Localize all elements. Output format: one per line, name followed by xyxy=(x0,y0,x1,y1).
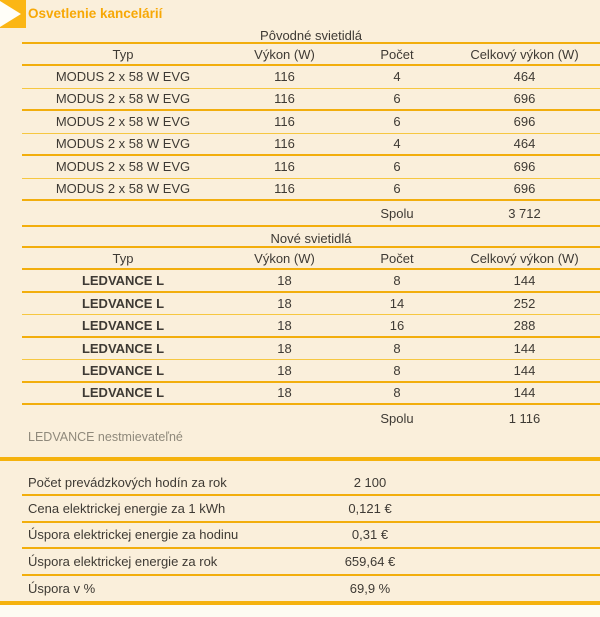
cell-celkovy-vykon: 144 xyxy=(513,340,536,356)
total-value: 1 116 xyxy=(508,410,541,426)
table-row xyxy=(22,156,600,179)
table-row xyxy=(22,270,600,293)
arrow-right-icon xyxy=(0,1,21,27)
table-row xyxy=(22,360,600,383)
cell-celkovy-vykon: 288 xyxy=(513,317,536,333)
cell-pocet: 6 xyxy=(393,114,401,130)
cell-typ: LEDVANCE L xyxy=(81,340,165,356)
total-label: Spolu xyxy=(380,205,414,221)
summary-label: Úspora v % xyxy=(28,581,96,597)
title-marker xyxy=(0,0,26,28)
column-header-pocet: Počet xyxy=(380,46,414,62)
page-title: Osvetlenie kancelárií xyxy=(28,6,163,21)
summary-value: 0,121 € xyxy=(348,501,392,517)
bottom-margin xyxy=(0,605,600,617)
cell-pocet: 8 xyxy=(393,385,401,401)
cell-pocet: 6 xyxy=(393,181,401,197)
table-caption: Pôvodné svietidlá xyxy=(22,28,600,44)
summary-label: Počet prevádzkových hodín za rok xyxy=(28,474,227,490)
cell-celkovy-vykon: 464 xyxy=(513,136,536,152)
cell-pocet: 16 xyxy=(389,317,405,333)
summary-row xyxy=(22,496,600,522)
cell-typ: MODUS 2 x 58 W EVG xyxy=(55,181,191,197)
savings-summary-table xyxy=(22,470,600,602)
cell-pocet: 8 xyxy=(393,362,401,378)
total-label: Spolu xyxy=(380,410,414,426)
cell-vykon: 116 xyxy=(274,69,295,85)
cell-typ: MODUS 2 x 58 W EVG xyxy=(55,69,191,85)
cell-vykon: 116 xyxy=(274,114,295,130)
table-row xyxy=(22,89,600,112)
cell-typ: MODUS 2 x 58 W EVG xyxy=(55,136,191,152)
table-header-row xyxy=(22,248,600,270)
table-row xyxy=(22,293,600,316)
footnote: LEDVANCE nestmievateľné xyxy=(28,430,183,444)
summary-value: 659,64 € xyxy=(344,553,396,569)
total-value: 3 712 xyxy=(508,205,541,221)
cell-vykon: 116 xyxy=(274,136,295,152)
summary-label: Úspora elektrickej energie za hodinu xyxy=(28,527,239,543)
summary-label: Úspora elektrickej energie za rok xyxy=(28,553,218,569)
summary-row xyxy=(22,576,600,602)
summary-row xyxy=(22,470,600,496)
cell-pocet: 8 xyxy=(393,272,401,288)
table-total-row xyxy=(22,201,600,227)
cell-vykon: 116 xyxy=(274,91,295,107)
column-header-vykon: Výkon (W) xyxy=(254,250,315,266)
cell-pocet: 4 xyxy=(393,136,401,152)
table-header-row xyxy=(22,44,600,66)
cell-typ: LEDVANCE L xyxy=(81,385,165,401)
cell-vykon: 18 xyxy=(277,317,292,333)
cell-typ: MODUS 2 x 58 W EVG xyxy=(55,159,191,175)
cell-pocet: 6 xyxy=(393,159,401,175)
summary-label: Cena elektrickej energie za 1 kWh xyxy=(28,501,226,517)
cell-pocet: 8 xyxy=(393,340,401,356)
divider-line-top xyxy=(0,457,600,461)
cell-typ: LEDVANCE L xyxy=(81,362,165,378)
column-header-celkovy-vykon: Celkový výkon (W) xyxy=(470,250,579,266)
cell-vykon: 18 xyxy=(277,340,292,356)
column-header-vykon: Výkon (W) xyxy=(254,46,315,62)
new-luminaires-table xyxy=(22,231,600,431)
table-caption: Nové svietidlá xyxy=(22,231,600,248)
cell-typ: LEDVANCE L xyxy=(81,272,165,288)
table-row xyxy=(22,111,600,134)
original-luminaires-table xyxy=(22,28,600,227)
cell-vykon: 116 xyxy=(274,181,295,197)
summary-value: 0,31 € xyxy=(351,527,389,543)
cell-celkovy-vykon: 696 xyxy=(513,114,536,130)
cell-celkovy-vykon: 696 xyxy=(513,181,536,197)
cell-vykon: 18 xyxy=(277,385,292,401)
table-row xyxy=(22,383,600,406)
cell-typ: MODUS 2 x 58 W EVG xyxy=(55,114,191,130)
column-header-typ: Typ xyxy=(112,250,134,266)
table-row xyxy=(22,338,600,361)
cell-pocet: 6 xyxy=(393,91,401,107)
table-row xyxy=(22,134,600,157)
cell-celkovy-vykon: 696 xyxy=(513,159,536,175)
cell-typ: LEDVANCE L xyxy=(81,295,165,311)
column-header-typ: Typ xyxy=(112,46,134,62)
cell-vykon: 116 xyxy=(274,159,295,175)
cell-typ: LEDVANCE L xyxy=(81,317,165,333)
table-row xyxy=(22,66,600,89)
table-row xyxy=(22,315,600,338)
cell-celkovy-vykon: 144 xyxy=(513,385,536,401)
summary-value: 69,9 % xyxy=(349,581,391,597)
cell-vykon: 18 xyxy=(277,272,292,288)
column-header-pocet: Počet xyxy=(380,250,414,266)
cell-pocet: 14 xyxy=(389,295,405,311)
column-header-celkovy-vykon: Celkový výkon (W) xyxy=(470,46,579,62)
cell-pocet: 4 xyxy=(393,69,401,85)
table-row xyxy=(22,179,600,202)
cell-vykon: 18 xyxy=(277,295,292,311)
cell-celkovy-vykon: 252 xyxy=(513,295,536,311)
table-total-row xyxy=(22,405,600,431)
cell-typ: MODUS 2 x 58 W EVG xyxy=(55,91,191,107)
cell-celkovy-vykon: 144 xyxy=(513,362,536,378)
summary-value: 2 100 xyxy=(353,474,387,490)
cell-celkovy-vykon: 464 xyxy=(513,69,536,85)
summary-row xyxy=(22,523,600,549)
cell-celkovy-vykon: 144 xyxy=(513,272,536,288)
cell-vykon: 18 xyxy=(277,362,292,378)
cell-celkovy-vykon: 696 xyxy=(513,91,536,107)
summary-row xyxy=(22,549,600,575)
